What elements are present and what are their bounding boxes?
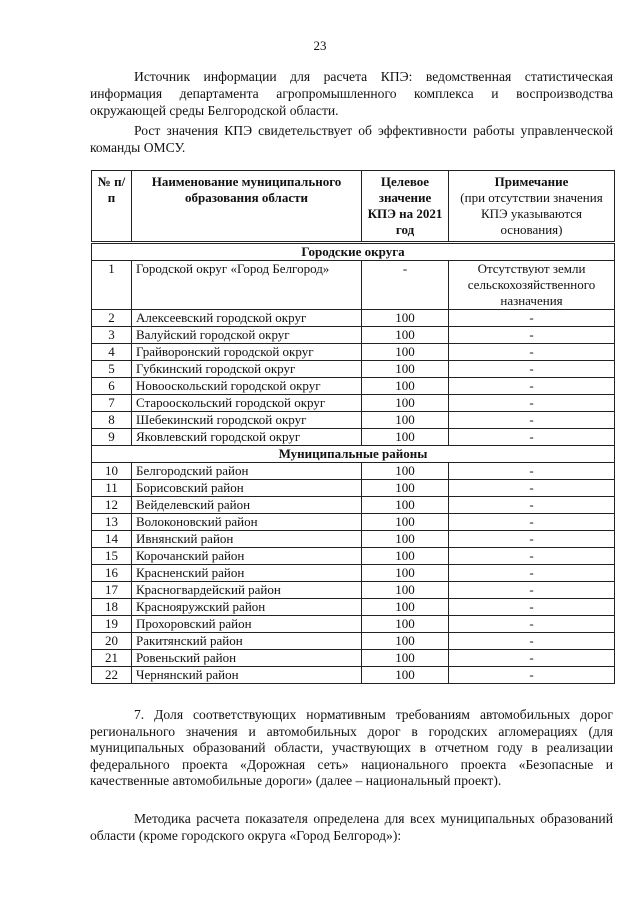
target-value: - bbox=[362, 261, 449, 310]
row-note: - bbox=[449, 463, 615, 480]
target-value: 100 bbox=[362, 361, 449, 378]
target-value: 100 bbox=[362, 514, 449, 531]
table-row bbox=[92, 531, 615, 548]
row-note: - bbox=[449, 548, 615, 565]
row-number: 3 bbox=[92, 327, 132, 344]
target-value: 100 bbox=[362, 395, 449, 412]
table-row bbox=[92, 497, 615, 514]
target-value: 100 bbox=[362, 599, 449, 616]
row-note: - bbox=[449, 650, 615, 667]
header-target: Целевое значение КПЭ на 2021 год bbox=[362, 171, 449, 243]
header-num: № п/п bbox=[92, 171, 132, 243]
target-value: 100 bbox=[362, 633, 449, 650]
municipality-name: Волоконовский район bbox=[132, 514, 362, 531]
section-row-districts bbox=[92, 446, 615, 463]
kpe-table bbox=[91, 170, 615, 684]
row-number: 19 bbox=[92, 616, 132, 633]
municipality-name: Чернянский район bbox=[132, 667, 362, 684]
municipality-name: Яковлевский городской округ bbox=[132, 429, 362, 446]
municipality-name: Ракитянский район bbox=[132, 633, 362, 650]
row-number: 1 bbox=[92, 261, 132, 310]
target-value: 100 bbox=[362, 565, 449, 582]
municipality-name: Старооскольский городской округ bbox=[132, 395, 362, 412]
municipality-name: Алексеевский городской округ bbox=[132, 310, 362, 327]
header-note-subtitle: (при отсутствии значения КПЭ указываются основания) bbox=[460, 190, 603, 237]
row-note: - bbox=[449, 378, 615, 395]
header-note-title: Примечание bbox=[494, 174, 569, 189]
table-row bbox=[92, 327, 615, 344]
target-value: 100 bbox=[362, 344, 449, 361]
page-number: 23 bbox=[313, 38, 327, 53]
target-value: 100 bbox=[362, 497, 449, 514]
table-row bbox=[92, 616, 615, 633]
row-number: 18 bbox=[92, 599, 132, 616]
table-row bbox=[92, 599, 615, 616]
target-value: 100 bbox=[362, 412, 449, 429]
municipality-name: Губкинский городской округ bbox=[132, 361, 362, 378]
row-number: 9 bbox=[92, 429, 132, 446]
target-value: 100 bbox=[362, 616, 449, 633]
municipality-name: Вейделевский район bbox=[132, 497, 362, 514]
row-number: 20 bbox=[92, 633, 132, 650]
target-value: 100 bbox=[362, 531, 449, 548]
table-row bbox=[92, 261, 615, 310]
row-note: - bbox=[449, 497, 615, 514]
row-number: 12 bbox=[92, 497, 132, 514]
municipality-name: Грайворонский городской округ bbox=[132, 344, 362, 361]
municipality-name: Городской округ «Город Белгород» bbox=[132, 261, 362, 310]
urban-section bbox=[92, 243, 615, 446]
municipality-name: Прохоровский район bbox=[132, 616, 362, 633]
row-note: - bbox=[449, 395, 615, 412]
row-number: 8 bbox=[92, 412, 132, 429]
municipality-name: Новооскольский городской округ bbox=[132, 378, 362, 395]
target-value: 100 bbox=[362, 650, 449, 667]
table-row bbox=[92, 463, 615, 480]
target-value: 100 bbox=[362, 429, 449, 446]
row-note: Отсутствуют земли сельскохозяйственного назначения bbox=[449, 261, 615, 310]
table-row bbox=[92, 514, 615, 531]
municipality-name: Красненский район bbox=[132, 565, 362, 582]
row-number: 4 bbox=[92, 344, 132, 361]
row-note: - bbox=[449, 667, 615, 684]
table-row bbox=[92, 548, 615, 565]
section-title-districts: Муниципальные районы bbox=[92, 446, 615, 463]
municipality-name: Красногвардейский район bbox=[132, 582, 362, 599]
districts-section bbox=[92, 446, 615, 684]
row-number: 10 bbox=[92, 463, 132, 480]
target-value: 100 bbox=[362, 463, 449, 480]
table-row bbox=[92, 633, 615, 650]
row-note: - bbox=[449, 514, 615, 531]
table-row bbox=[92, 344, 615, 361]
municipality-name: Шебекинский городской округ bbox=[132, 412, 362, 429]
table-row bbox=[92, 395, 615, 412]
row-note: - bbox=[449, 565, 615, 582]
target-value: 100 bbox=[362, 548, 449, 565]
target-value: 100 bbox=[362, 667, 449, 684]
row-number: 2 bbox=[92, 310, 132, 327]
municipality-name: Валуйский городской округ bbox=[132, 327, 362, 344]
table-row bbox=[92, 361, 615, 378]
row-number: 15 bbox=[92, 548, 132, 565]
header-name: Наименование муниципального образования области bbox=[132, 171, 362, 243]
municipality-name: Ивнянский район bbox=[132, 531, 362, 548]
section-title-urban: Городские округа bbox=[92, 243, 615, 261]
table-row bbox=[92, 650, 615, 667]
target-value: 100 bbox=[362, 378, 449, 395]
table-row bbox=[92, 378, 615, 395]
row-note: - bbox=[449, 429, 615, 446]
table-row bbox=[92, 667, 615, 684]
source-paragraph: Источник информации для расчета КПЭ: ведомственная статистическая информация департамента агропромышленного комплекса и воспроизводства окружающей среды Белгородской области. bbox=[90, 69, 613, 118]
table-row bbox=[92, 310, 615, 327]
section-row-urban bbox=[92, 243, 615, 261]
municipality-name: Борисовский район bbox=[132, 480, 362, 497]
row-number: 7 bbox=[92, 395, 132, 412]
row-note: - bbox=[449, 582, 615, 599]
target-value: 100 bbox=[362, 327, 449, 344]
growth-paragraph: Рост значения КПЭ свидетельствует об эффективности работы управленческой команды ОМСУ. bbox=[90, 123, 613, 155]
municipality-name: Ровеньский район bbox=[132, 650, 362, 667]
table-header-row bbox=[92, 171, 615, 243]
municipality-name: Белгородский район bbox=[132, 463, 362, 480]
target-value: 100 bbox=[362, 480, 449, 497]
municipality-name: Корочанский район bbox=[132, 548, 362, 565]
item7-paragraph: 7. Доля соответствующих нормативным требованиям автомобильных дорог регионального значения и автомобильных дорог в городских агломерациях (для муниципальных образований области, участвующих в отчетном году в реализации федерального проекта «Дорожная сеть» национального проекта «Безопасные и качественные автомобильные дороги» (далее – национальный проект). bbox=[90, 707, 613, 789]
table-row bbox=[92, 480, 615, 497]
row-note: - bbox=[449, 361, 615, 378]
row-note: - bbox=[449, 310, 615, 327]
table-row bbox=[92, 565, 615, 582]
row-note: - bbox=[449, 633, 615, 650]
row-note: - bbox=[449, 344, 615, 361]
row-number: 22 bbox=[92, 667, 132, 684]
target-value: 100 bbox=[362, 582, 449, 599]
method-paragraph: Методика расчета показателя определена для всех муниципальных образований области (кроме городского округа «Город Белгород»): bbox=[90, 811, 613, 843]
row-note: - bbox=[449, 480, 615, 497]
row-note: - bbox=[449, 412, 615, 429]
target-value: 100 bbox=[362, 310, 449, 327]
row-number: 14 bbox=[92, 531, 132, 548]
table-row bbox=[92, 412, 615, 429]
header-note bbox=[449, 171, 615, 243]
row-note: - bbox=[449, 616, 615, 633]
row-note: - bbox=[449, 327, 615, 344]
table-row bbox=[92, 429, 615, 446]
table-row bbox=[92, 582, 615, 599]
municipality-name: Краснояружский район bbox=[132, 599, 362, 616]
row-number: 21 bbox=[92, 650, 132, 667]
row-number: 11 bbox=[92, 480, 132, 497]
row-number: 17 bbox=[92, 582, 132, 599]
row-note: - bbox=[449, 531, 615, 548]
row-number: 5 bbox=[92, 361, 132, 378]
row-number: 13 bbox=[92, 514, 132, 531]
row-number: 16 bbox=[92, 565, 132, 582]
row-note: - bbox=[449, 599, 615, 616]
row-number: 6 bbox=[92, 378, 132, 395]
